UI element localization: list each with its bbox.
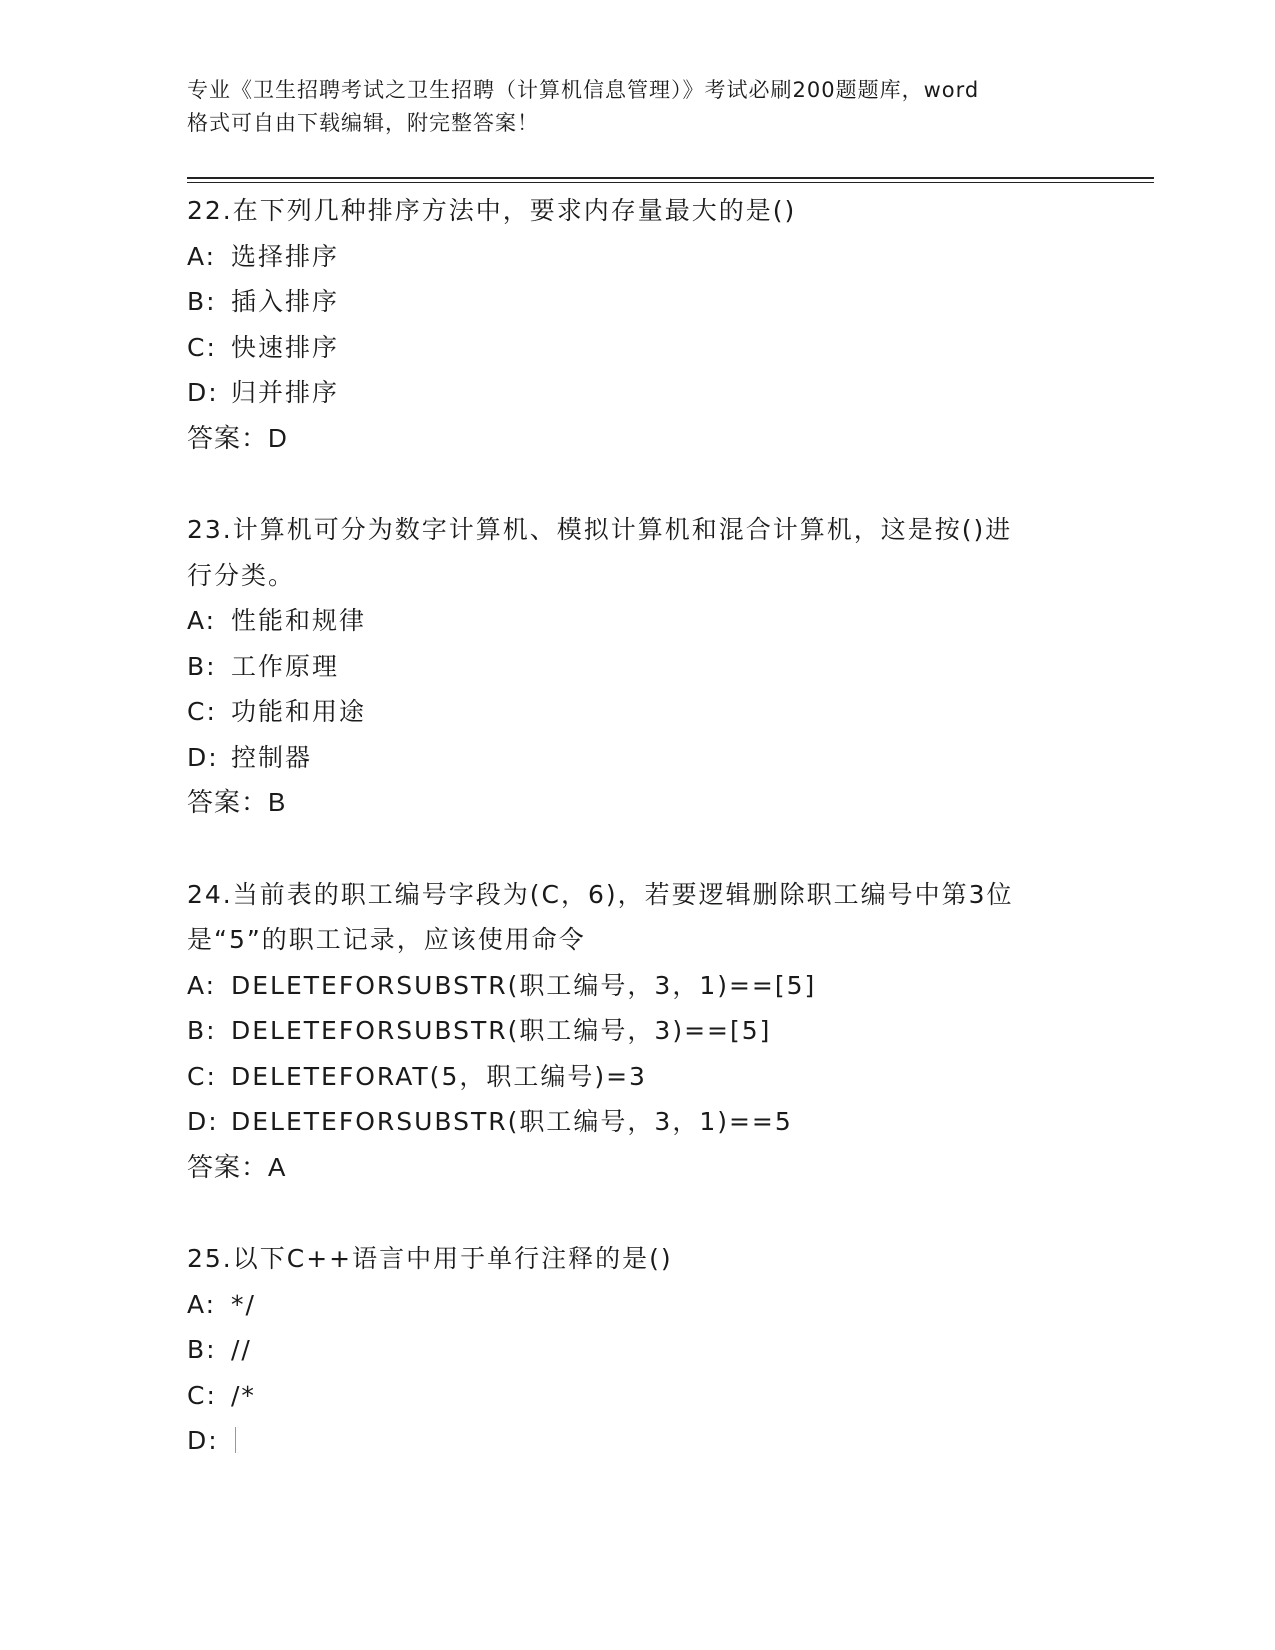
- question-title-line: 25.以下C++语言中用于单行注释的是(): [187, 1244, 673, 1273]
- option-b: [187, 1327, 1087, 1373]
- option-text: 功能和用途: [231, 697, 367, 726]
- header-line-2: 格式可自由下载编辑，附完整答案！: [187, 111, 539, 135]
- question-title: [187, 507, 1087, 598]
- answer-line: 答案：A: [187, 1151, 287, 1182]
- option-text: /*: [231, 1380, 256, 1410]
- question-title: [187, 1236, 1087, 1282]
- option-text: DELETEFORAT(5，职工编号)=3: [231, 1061, 647, 1091]
- question-22: [187, 188, 1087, 461]
- option-text: 快速排序: [231, 332, 340, 362]
- answer-line: 答案：D: [187, 422, 288, 453]
- option-d: [187, 1099, 1087, 1145]
- option-b: [187, 279, 1087, 325]
- option-text: 控制器: [231, 742, 313, 772]
- option-c: [187, 1373, 1087, 1419]
- option-text: 工作原理: [231, 651, 340, 681]
- option-text: DELETEFORSUBSTR(职工编号，3)==[5]: [231, 1016, 772, 1045]
- option-text: 归并排序: [231, 378, 340, 407]
- option-letter: B:: [187, 651, 217, 681]
- option-letter: C:: [187, 697, 217, 726]
- option-c: [187, 689, 1087, 735]
- question-23: [187, 507, 1087, 826]
- question-title: [187, 188, 1087, 234]
- option-letter: C:: [187, 1380, 217, 1410]
- option-letter: D:: [187, 1426, 219, 1455]
- question-24: [187, 872, 1087, 1191]
- question-25: [187, 1236, 1087, 1464]
- document-header: [187, 74, 1087, 140]
- option-text: */: [231, 1289, 256, 1319]
- option-a: [187, 234, 1087, 280]
- option-text: 选择排序: [231, 241, 340, 271]
- option-letter: B:: [187, 1016, 217, 1045]
- question-title: [187, 872, 1087, 963]
- option-text: 插入排序: [231, 287, 340, 316]
- option-text: 性能和规律: [231, 606, 367, 635]
- option-b: [187, 644, 1087, 690]
- option-letter: C:: [187, 1061, 217, 1091]
- option-text: DELETEFORSUBSTR(职工编号，3，1)==[5]: [231, 970, 817, 1000]
- question-title-line: 是“5”的职工记录，应该使用命令: [187, 925, 586, 954]
- header-divider-thick: [187, 177, 1154, 179]
- vertical-bar-glyph: [235, 1427, 236, 1453]
- option-letter: D:: [187, 378, 219, 407]
- header-line-1: 专业《卫生招聘考试之卫生招聘（计算机信息管理）》考试必刷200题题库，word: [187, 78, 980, 102]
- option-text: DELETEFORSUBSTR(职工编号，3，1)==5: [231, 1107, 793, 1136]
- question-title-line: 22.在下列几种排序方法中，要求内存量最大的是(): [187, 196, 797, 225]
- option-a: [187, 598, 1087, 644]
- option-c: [187, 1054, 1087, 1100]
- option-letter: A:: [187, 970, 217, 1000]
- option-c: [187, 325, 1087, 371]
- option-d: [187, 370, 1087, 416]
- option-b: [187, 1008, 1087, 1054]
- option-letter: B:: [187, 1335, 217, 1364]
- question-list: [187, 188, 1087, 1510]
- question-title-line: 24.当前表的职工编号字段为(C，6)，若要逻辑删除职工编号中第3位: [187, 879, 1014, 909]
- option-letter: C:: [187, 332, 217, 362]
- option-d: [187, 1418, 1087, 1464]
- option-letter: A:: [187, 606, 217, 635]
- header-divider-thin: [187, 182, 1154, 183]
- option-letter: A:: [187, 1289, 217, 1319]
- option-letter: B:: [187, 287, 217, 316]
- answer-line: 答案：B: [187, 787, 287, 817]
- option-a: [187, 963, 1087, 1009]
- question-title-line: 23.计算机可分为数字计算机、模拟计算机和混合计算机，这是按()进: [187, 515, 1013, 544]
- option-letter: A:: [187, 241, 217, 271]
- question-title-line: 行分类。: [187, 560, 296, 590]
- option-a: [187, 1282, 1087, 1328]
- option-letter: D:: [187, 742, 219, 772]
- option-d: [187, 735, 1087, 781]
- option-letter: D:: [187, 1107, 219, 1136]
- option-text: //: [231, 1335, 252, 1364]
